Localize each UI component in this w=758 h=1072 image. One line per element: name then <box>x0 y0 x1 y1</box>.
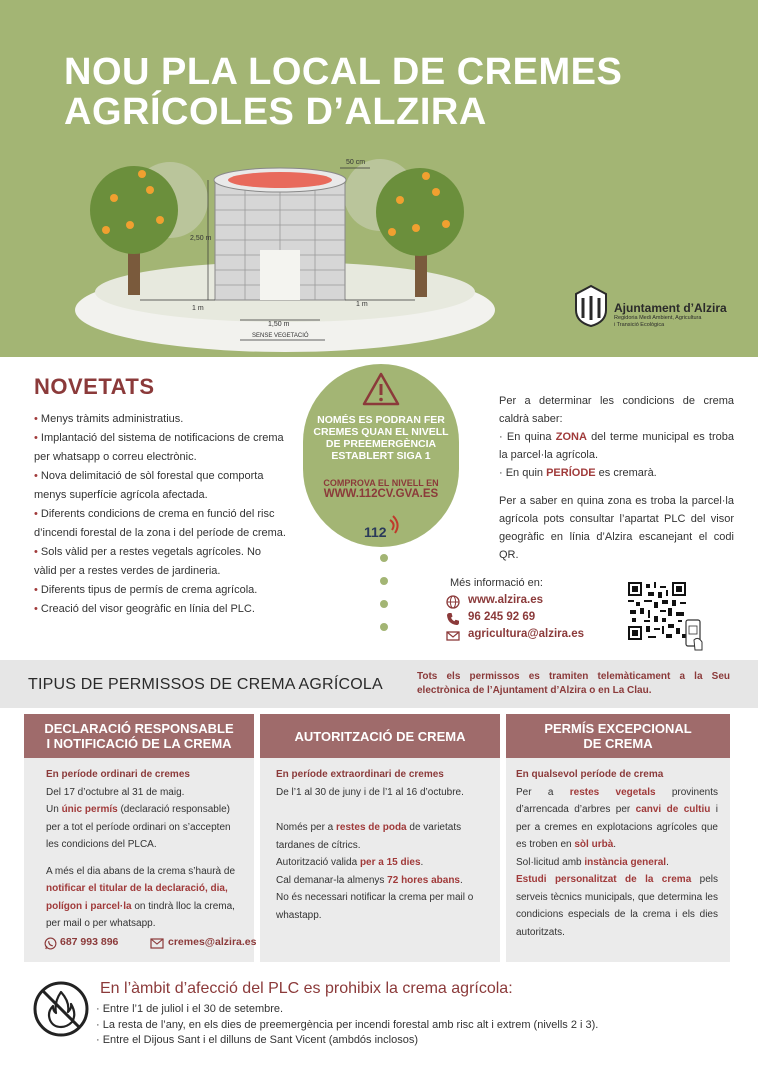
logo-sub-line-1: Regidoria Medi Ambient, Agricultura <box>614 315 702 321</box>
logo-sub-line-2: i Transició Ecològica <box>614 322 665 328</box>
list-item: · La resta de l’any, en els dies de preemergència per incendi forestal amb risc alt i extrem (nivells 2 i 3). <box>96 1018 599 1031</box>
card-paragraph: Estudi personalitzat de la crema pels serveis tècnics municipals, que determina les condicions especials de la crema i els dies autoritzats. <box>516 874 718 938</box>
warning-icon <box>362 372 400 406</box>
ajuntament-logo <box>574 284 734 334</box>
card-title-line-1: AUTORITZACIÓ DE CREMA <box>294 728 466 744</box>
more-info-title: Més informació en: <box>450 577 543 589</box>
card-title-line-1: DECLARACIÓ RESPONSABLE <box>44 721 234 736</box>
list-item: • Creació del visor geogràfic en línia del PLC. <box>34 603 255 615</box>
logo-name: Ajuntament d’Alzira <box>614 301 727 315</box>
base-label: 1,50 m <box>268 321 290 328</box>
check-label: COMPROVA EL NIVELL EN <box>323 478 439 488</box>
title-line-2: AGRÍCOLES D’ALZIRA <box>64 91 487 133</box>
card-permis-excepcional <box>506 714 730 962</box>
card-paragraph: Sol·licitud amb instància general. <box>516 856 669 868</box>
preemergency-text: NOMÉS ES PODRAN FER CREMES QUAN EL NIVELL DE PREEMERGÈNCIA ESTABLERT SIGA 1 <box>313 414 449 462</box>
city-shield-icon <box>574 284 608 328</box>
periode-line: · En quin PERÍODE es cremarà. <box>499 467 657 479</box>
prohibition-title: En l’àmbit d’afecció del PLC es prohibix la crema agrícola: <box>100 980 513 997</box>
whatsapp-number[interactable]: 687 993 896 <box>60 936 119 948</box>
check-level <box>310 478 452 500</box>
phone-contact[interactable] <box>446 611 616 627</box>
email-contact[interactable] <box>446 628 616 644</box>
card-title-line-2: I NOTIFICACIÓ DE LA CREMA <box>46 736 232 751</box>
list-item: • Diferents condicions de crema en funció del risc d’incendi forestal de la zona i del període de crema. <box>34 508 286 539</box>
left-gap-label: 1 m <box>192 305 204 312</box>
no-vegetation-label: SENSE VEGETACIÓ <box>252 333 309 339</box>
novetats-title: NOVETATS <box>34 374 155 399</box>
list-item: · Entre l’1 de juliol i el 30 de setembre. <box>96 1003 284 1015</box>
web-link[interactable]: www.alzira.es <box>468 594 543 606</box>
web-contact[interactable] <box>446 594 616 610</box>
novetats-list <box>34 410 286 619</box>
card-paragraph: Cal demanar-la almenys 72 hores abans. <box>276 874 463 886</box>
card-autoritzacio <box>260 714 500 962</box>
email-link[interactable]: agricultura@alzira.es <box>468 628 585 640</box>
globe-icon <box>446 595 460 609</box>
divider-dot <box>380 623 388 631</box>
card-title <box>506 714 730 758</box>
card-subtitle: En període ordinari de cremes <box>46 769 190 780</box>
card-paragraph: A més el dia abans de la crema s’haurà de notificar el titular de la declaració, dia, polígon i parcel·la on tindrà lloc la crema, per mail o per whatsapp. <box>46 865 235 929</box>
right-gap-label: 1 m <box>356 301 368 308</box>
card-title <box>24 714 254 758</box>
list-item: • Menys tràmits administratius. <box>34 413 184 425</box>
card-paragraph: Només per a restes de poda de varietats tardanes de cítrics. <box>276 822 462 851</box>
zona-line: · En quina ZONA del terme municipal es troba la parcel·la agrícola. <box>499 431 735 461</box>
email-icon <box>150 938 164 950</box>
conditions-info <box>499 392 734 564</box>
card-body <box>506 766 730 941</box>
phone-icon <box>446 612 460 626</box>
header-banner <box>0 0 758 357</box>
divider-dot <box>380 600 388 608</box>
permit-types-title: TIPUS DE PERMISSOS DE CREMA AGRÍCOLA <box>28 676 383 693</box>
no-fire-icon <box>32 980 90 1038</box>
list-item: • Implantació del sistema de notificacions de crema per whatsapp o correu electrònic. <box>34 432 284 463</box>
list-item: • Diferents tipus de permís de crema agrícola. <box>34 584 258 596</box>
visor-text: Per a saber en quina zona es troba la parcel·la agrícola pots consultar l’apartat PLC del visor geogràfic en línia d’Alzira escanejant el codi QR. <box>499 495 734 561</box>
email-icon <box>446 629 460 643</box>
card-body <box>24 766 254 933</box>
card-subtitle: En qualsevol període de crema <box>516 769 664 780</box>
card-contact <box>44 936 264 952</box>
card-title-line-2: DE CREMA <box>583 736 653 751</box>
whatsapp-icon <box>44 937 57 950</box>
card-title-line-1: PERMÍS EXCEPCIONAL <box>544 721 692 736</box>
emergency-112-logo <box>362 512 402 542</box>
svg-text:112: 112 <box>364 524 387 540</box>
card-paragraph: Autorització valida per a 15 dies. <box>276 857 424 868</box>
card-paragraph: Un únic permís (declaració responsable) per a tot el període ordinari on s’accepten les condicions del PLCA. <box>46 804 231 850</box>
title-line-1: NOU PLA LOCAL DE CREMES <box>64 51 623 93</box>
cremes-email-link[interactable]: cremes@alzira.es <box>168 936 257 948</box>
burning-pile-illustration <box>70 140 500 355</box>
divider-dot <box>380 577 388 585</box>
logo-subtitle <box>614 315 734 329</box>
list-item: • Sols vàlid per a restes vegetals agrícoles. No vàlid per a restes verdes de jardineria. <box>34 546 262 577</box>
card-paragraph: No és necessari notificar la crema per mail o whastapp. <box>276 892 474 921</box>
permit-types-note: Tots els permissos es tramiten telemàticament a la Seu electrònica de l’Ajuntament d’Alzira o en La Clau. <box>417 671 730 696</box>
conditions-intro: Per a determinar les condicions de crema caldrà saber: <box>499 395 734 425</box>
page-title <box>64 52 744 132</box>
list-item: • Nova delimitació de sòl forestal que comporta menys superfície agrícola afectada. <box>34 470 264 501</box>
check-url-link[interactable]: WWW.112CV.GVA.ES <box>323 488 439 500</box>
qr-code[interactable] <box>628 582 686 640</box>
height-label: 2,50 m <box>190 235 212 242</box>
card-body <box>260 766 500 924</box>
phone-number[interactable]: 96 245 92 69 <box>468 611 536 623</box>
list-item: · Entre el Dijous Sant i el dilluns de Sant Vicent (ambdós inclosos) <box>96 1034 419 1046</box>
card-paragraph: Per a restes vegetals provinents d’arrencada d’arbres per canvi de cultiu i per a cremes en explotacions agrícoles que es troben en sòl urbà. <box>516 786 719 850</box>
card-title <box>260 714 500 758</box>
prohibition-list <box>96 1002 736 1049</box>
divider-dot <box>380 554 388 562</box>
top-width-label: 50 cm <box>346 159 366 166</box>
card-subtitle: En període extraordinari de cremes <box>276 769 444 780</box>
scan-phone-icon <box>684 618 704 652</box>
card-dates: De l’1 al 30 de juny i de l’1 al 16 d’octubre. <box>276 786 464 798</box>
card-declaracio <box>24 714 257 962</box>
card-dates: Del 17 d’octubre al 31 de maig. <box>46 786 185 798</box>
